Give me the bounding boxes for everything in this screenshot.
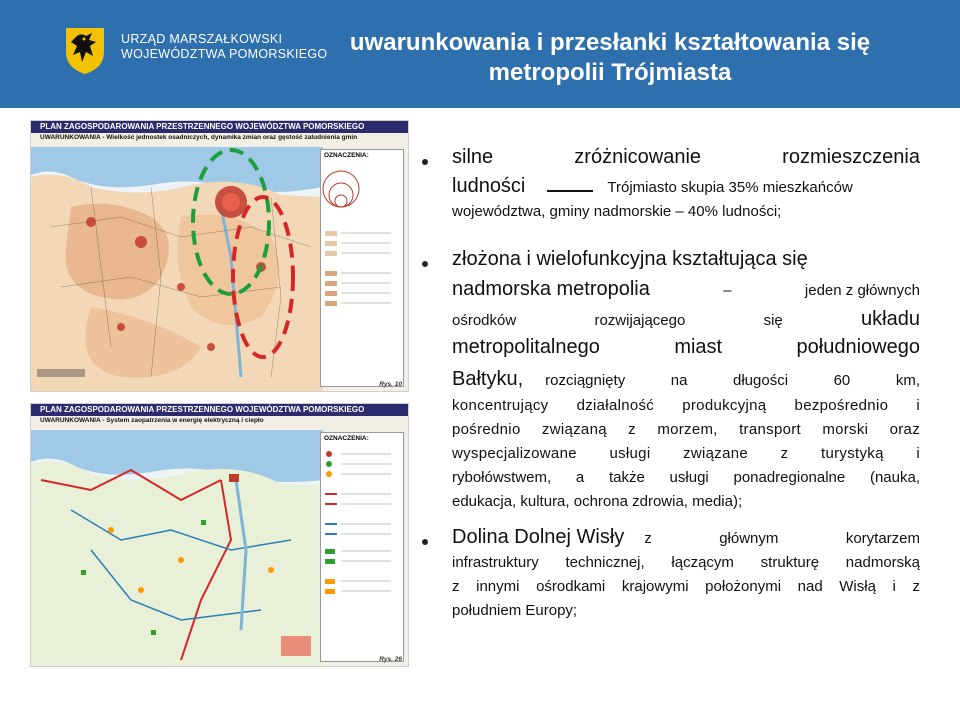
bullet-marker — [422, 261, 428, 267]
legend-symbols — [321, 444, 401, 644]
legend-title: OZNACZENIA: — [324, 435, 369, 442]
map-subtitle: UWARUNKOWANIA - System zaopatrzenia w energię elektryczną i ciepło — [40, 417, 264, 424]
dash-separator — [547, 190, 593, 192]
griffin-logo-icon — [62, 22, 108, 76]
legend-title: OZNACZENIA: — [324, 152, 369, 159]
map-subtitle: UWARUNKOWANIA - Wielkość jednostek osadniczych, dynamika zmian oraz gęstość zaludnienia gmin — [40, 134, 358, 141]
figure-label: Rys. 26 — [379, 656, 402, 663]
energy-map — [30, 403, 409, 667]
region-map-graphic — [31, 147, 323, 391]
slide-header — [0, 0, 960, 108]
slide-title: uwarunkowania i przesłanki kształtowania się metropolii Trójmiasta — [349, 29, 871, 86]
figure-label: Rys. 10 — [379, 381, 402, 388]
legend-symbols — [321, 161, 401, 361]
map-legend — [320, 432, 404, 662]
population-map — [30, 120, 409, 392]
bullet-marker — [422, 159, 428, 165]
bullet-marker — [422, 539, 428, 545]
map-legend — [320, 149, 404, 387]
map-title: PLAN ZAGOSPODAROWANIA PRZESTRZENNEGO WOJEWÓDZTWA POMORSKIEGO — [31, 404, 408, 416]
organization-name: URZĄD MARSZAŁKOWSKI WOJEWÓDZTWA POMORSKIEGO — [121, 32, 328, 61]
map-title: PLAN ZAGOSPODAROWANIA PRZESTRZENNEGO WOJEWÓDZTWA POMORSKIEGO — [31, 121, 408, 133]
region-map-graphic — [31, 430, 323, 666]
